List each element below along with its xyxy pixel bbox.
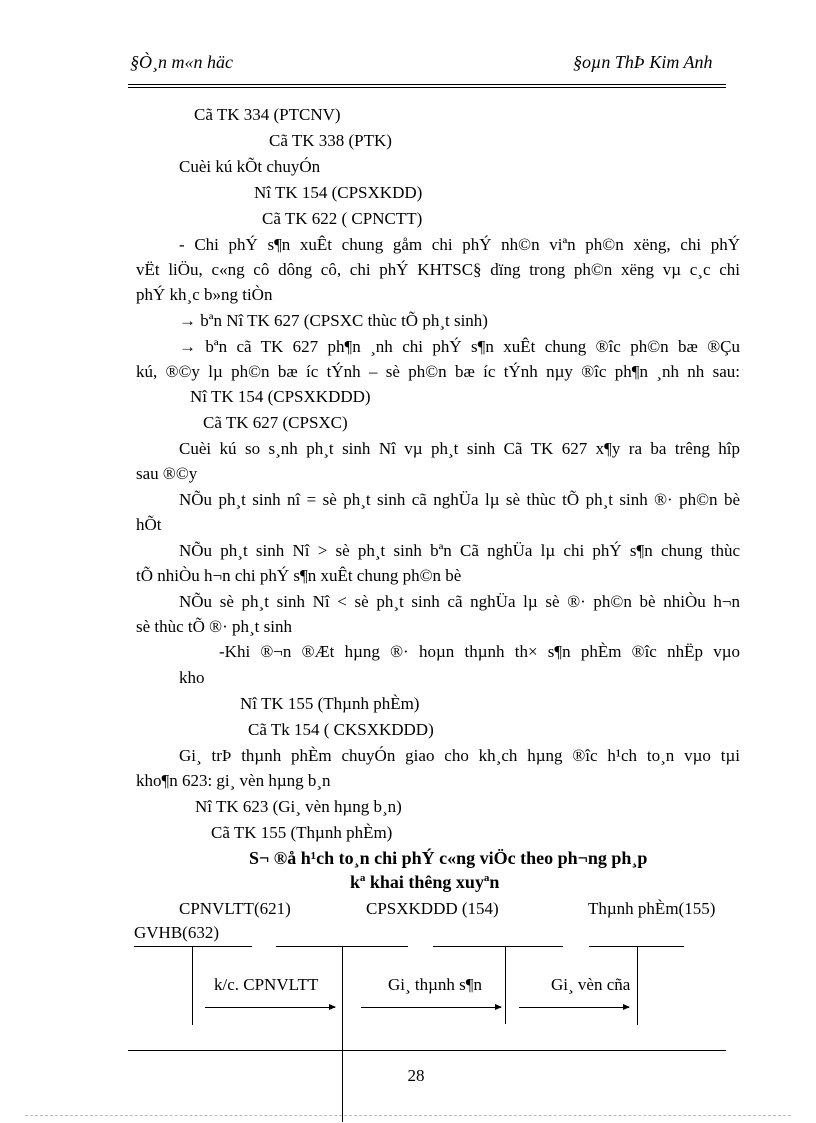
t-account-line bbox=[134, 946, 252, 947]
t-account-divider bbox=[192, 946, 193, 1025]
text-line: Nî TK 623 (Gi¸ vèn hµng b¸n) bbox=[195, 797, 402, 816]
header-right: §oµn ThÞ Kim Anh bbox=[573, 52, 713, 72]
flow-label: Gi¸ vèn cña bbox=[551, 975, 631, 994]
text-line: Nî TK 154 (CPSXKDD) bbox=[254, 183, 423, 202]
t-account-line bbox=[433, 946, 563, 947]
paragraph-line: Cuèi kú so s¸nh ph¸t sinh Nî vµ ph¸t sinh Cã TK 627 x¶y ra ba trêng hîp bbox=[179, 439, 740, 458]
diagram-title: S¬ ®å h¹ch to¸n chi phÝ c«ng viÖc theo ph¬ng ph¸p bbox=[249, 848, 648, 868]
page-number: 28 bbox=[407, 1066, 425, 1085]
text-line: Cã Tk 154 ( CKSXKDDD) bbox=[248, 720, 434, 739]
diagram-subtitle: kª khai thêng xuyªn bbox=[350, 872, 500, 892]
paragraph-line: NÕu sè ph¸t sinh Nî < sè ph¸t sinh cã nghÜa lµ sè ®· ph©n bè nhiÒu h¬n bbox=[179, 592, 740, 611]
footer-rule bbox=[128, 1050, 726, 1051]
paragraph-line: - Chi phÝ s¶n xuÊt chung gåm chi phÝ nh©n viªn ph©n xëng, chi phÝ bbox=[179, 235, 740, 254]
paragraph-line: → bªn Nî TK 627 (CPSXC thùc tÕ ph¸t sinh) bbox=[179, 311, 488, 330]
flow-arrow bbox=[519, 1007, 629, 1008]
account-header: Thµnh phÈm(155) bbox=[588, 899, 716, 918]
text-line: Cã TK 155 (Thµnh phÈm) bbox=[211, 823, 393, 842]
flow-arrow bbox=[205, 1007, 335, 1008]
paragraph-line: kho bbox=[179, 668, 205, 687]
paragraph-line: phÝ kh¸c b»ng tiÒn bbox=[136, 285, 273, 304]
flow-label: k/c. CPNVLTT bbox=[214, 975, 319, 994]
paragraph-line: -Khi ®¬n ®Æt hµng ®· hoµn thµnh th× s¶n phÈm ®îc nhËp vµo bbox=[219, 642, 740, 661]
paragraph-line: tÕ nhiÒu h¬n chi phÝ s¶n xuÊt chung ph©n bè bbox=[136, 566, 462, 585]
account-header: CPSXKDDD (154) bbox=[366, 899, 499, 918]
flow-arrow bbox=[361, 1007, 501, 1008]
account-header: GVHB(632) bbox=[134, 923, 219, 942]
page-edge bbox=[25, 1115, 791, 1116]
t-account-divider bbox=[342, 946, 343, 1122]
header-rule bbox=[128, 84, 726, 85]
account-header: CPNVLTT(621) bbox=[179, 899, 291, 918]
header-left: §Ò¸n m«n häc bbox=[130, 52, 233, 72]
paragraph-line: hÕt bbox=[136, 515, 162, 534]
t-account-divider bbox=[505, 946, 506, 1024]
paragraph-line: vËt liÖu, c«ng cô dông cô, chi phÝ KHTSC§ dïng trong ph©n xëng vµ c¸c chi bbox=[136, 260, 740, 279]
header-rule-double bbox=[128, 87, 726, 88]
paragraph-line: kho¶n 623: gi¸ vèn hµng b¸n bbox=[136, 771, 331, 790]
text-line: Cã TK 334 (PTCNV) bbox=[194, 105, 341, 124]
text-line: Cã TK 627 (CPSXC) bbox=[203, 413, 348, 432]
paragraph-line: → bªn cã TK 627 ph¶n ¸nh chi phÝ s¶n xuÊt chung ®îc ph©n bæ ®Çu bbox=[179, 337, 740, 356]
paragraph-line: NÕu ph¸t sinh nî = sè ph¸t sinh cã nghÜa lµ sè thùc tÕ ph¸t sinh ®· ph©n bè bbox=[179, 490, 740, 509]
paragraph-line: sè thùc tÕ ®· ph¸t sinh bbox=[136, 617, 292, 636]
paragraph-line: NÕu ph¸t sinh Nî > sè ph¸t sinh bªn Cã nghÜa lµ chi phÝ s¶n chung thùc bbox=[179, 541, 740, 560]
text-line: Nî TK 154 (CPSXKDDD) bbox=[190, 387, 371, 406]
paragraph-line: Gi¸ trÞ thµnh phÈm chuyÓn giao cho kh¸ch hµng ®îc h¹ch to¸n vµo tµi bbox=[179, 746, 740, 765]
flow-label: Gi¸ thµnh s¶n bbox=[388, 975, 482, 994]
t-account-divider bbox=[637, 946, 638, 1025]
text-line: Cã TK 338 (PTK) bbox=[269, 131, 392, 150]
text-line: Nî TK 155 (Thµnh phÈm) bbox=[240, 694, 420, 713]
paragraph-line: sau ®©y bbox=[136, 464, 198, 483]
text-line: Cã TK 622 ( CPNCTT) bbox=[262, 209, 423, 228]
text-line: Cuèi kú kÕt chuyÓn bbox=[179, 157, 321, 176]
paragraph-line: kú, ®©y lµ ph©n bæ íc tÝnh – sè ph©n bæ íc tÝnh nµy ®îc ph¶n ¸nh nh sau: bbox=[136, 362, 740, 381]
